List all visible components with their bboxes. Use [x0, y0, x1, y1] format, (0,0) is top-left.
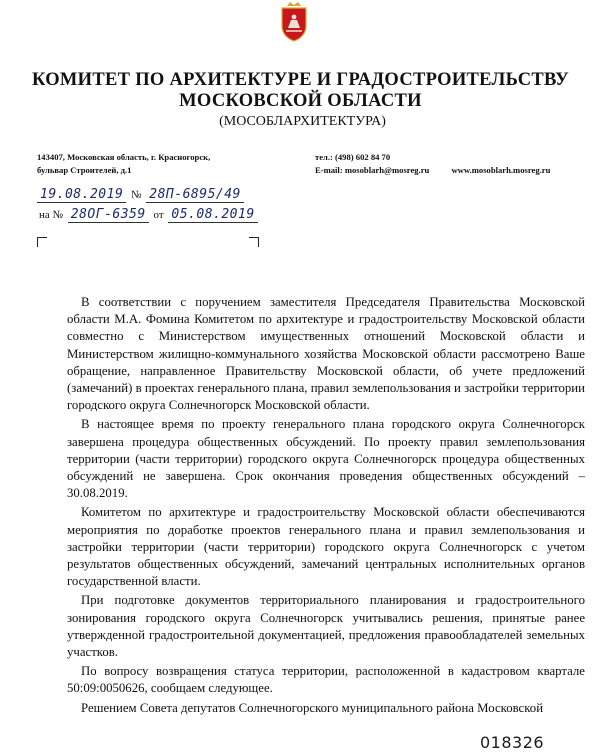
outgoing-number: 28П-6895/49 — [146, 187, 244, 203]
email[interactable]: E-mail: mosoblarh@mosreg.ru — [315, 165, 430, 175]
paragraph: По вопросу возвращения статуса территории, расположенной в кадастровом квартале 50:09:0050626, сообщаем следующее. — [67, 664, 585, 696]
postal-address — [37, 151, 210, 177]
phone: тел.: (498) 602 84 70 — [315, 152, 391, 162]
outgoing-reference — [37, 187, 244, 203]
contact-details — [315, 151, 550, 177]
website[interactable]: www.mosoblarh.mosreg.ru — [451, 165, 551, 175]
paragraph: Решением Совета депутатов Солнечногорского муниципального района Московской — [81, 700, 544, 715]
organization-abbreviation: (МОСОБЛАРХИТЕКТУРА) — [219, 114, 386, 129]
from-label: от — [153, 209, 164, 221]
coat-of-arms-icon — [268, 0, 320, 44]
paragraph: Комитетом по архитектуре и градостроительству Московской области обеспечиваются мероприятия по доработке проектов генерального плана и правил землепользования и застройки территории (части территории) городского округа Солнечногорск с учетом результатов общественных обсуждений, замечаний центральных исполнительных органов государственной власти. — [67, 505, 585, 589]
number-label: № — [131, 189, 142, 201]
letterhead — [0, 70, 601, 131]
addressee-corner-right — [249, 237, 259, 247]
addressee-corner-left — [37, 237, 47, 247]
registration-number: 018326 — [480, 733, 545, 752]
paragraph: При подготовке документов территориального планирования и градостроительного зонирования городского округа Солнечногорск учитывались решения, принятые ранее утвержденной градостроительной документацией, предложения правообладателей земельных участков. — [67, 593, 585, 660]
organization-name-line1: КОМИТЕТ ПО АРХИТЕКТУРЕ И ГРАДОСТРОИТЕЛЬСТВУ — [31, 70, 570, 90]
address-line1: 143407, Московская область, г. Красногорск, — [37, 152, 211, 162]
paragraph: В соответствии с поручением заместителя Председателя Правительства Московской области М.А. Фомина Комитетом по архитектуре и градостроительству Московской области совместно с Министерством имущественных отношений Московской области и Министерством жилищно-коммунального хозяйства Московской области рассмотрено Ваше обращение, направленное Правительству Московской области, об учете предложений (замечаний) в проектах генерального плана, правил землепользования и застройки территории городского округа Солнечногорск Московской области. — [67, 295, 585, 413]
incoming-number: 28ОГ-6359 — [68, 207, 149, 223]
address-line2: бульвар Строителей, д.1 — [37, 165, 132, 175]
organization-name-line2: МОСКОВСКОЙ ОБЛАСТИ — [179, 91, 422, 111]
in-reply-label: на № — [39, 209, 64, 221]
outgoing-date: 19.08.2019 — [37, 187, 126, 203]
paragraph: В настоящее время по проекту генерального плана городского округа Солнечногорск завершена процедура общественных обсуждений. По проекту правил землепользования территории (части территории) городского округа Солнечногорск процедура общественных обсуждений не завершена. Срок окончания проведения общественных обсуждений – 30.08.2019. — [67, 417, 585, 501]
incoming-date: 05.08.2019 — [168, 207, 257, 223]
letter-body — [67, 294, 585, 719]
incoming-reference — [37, 207, 258, 223]
